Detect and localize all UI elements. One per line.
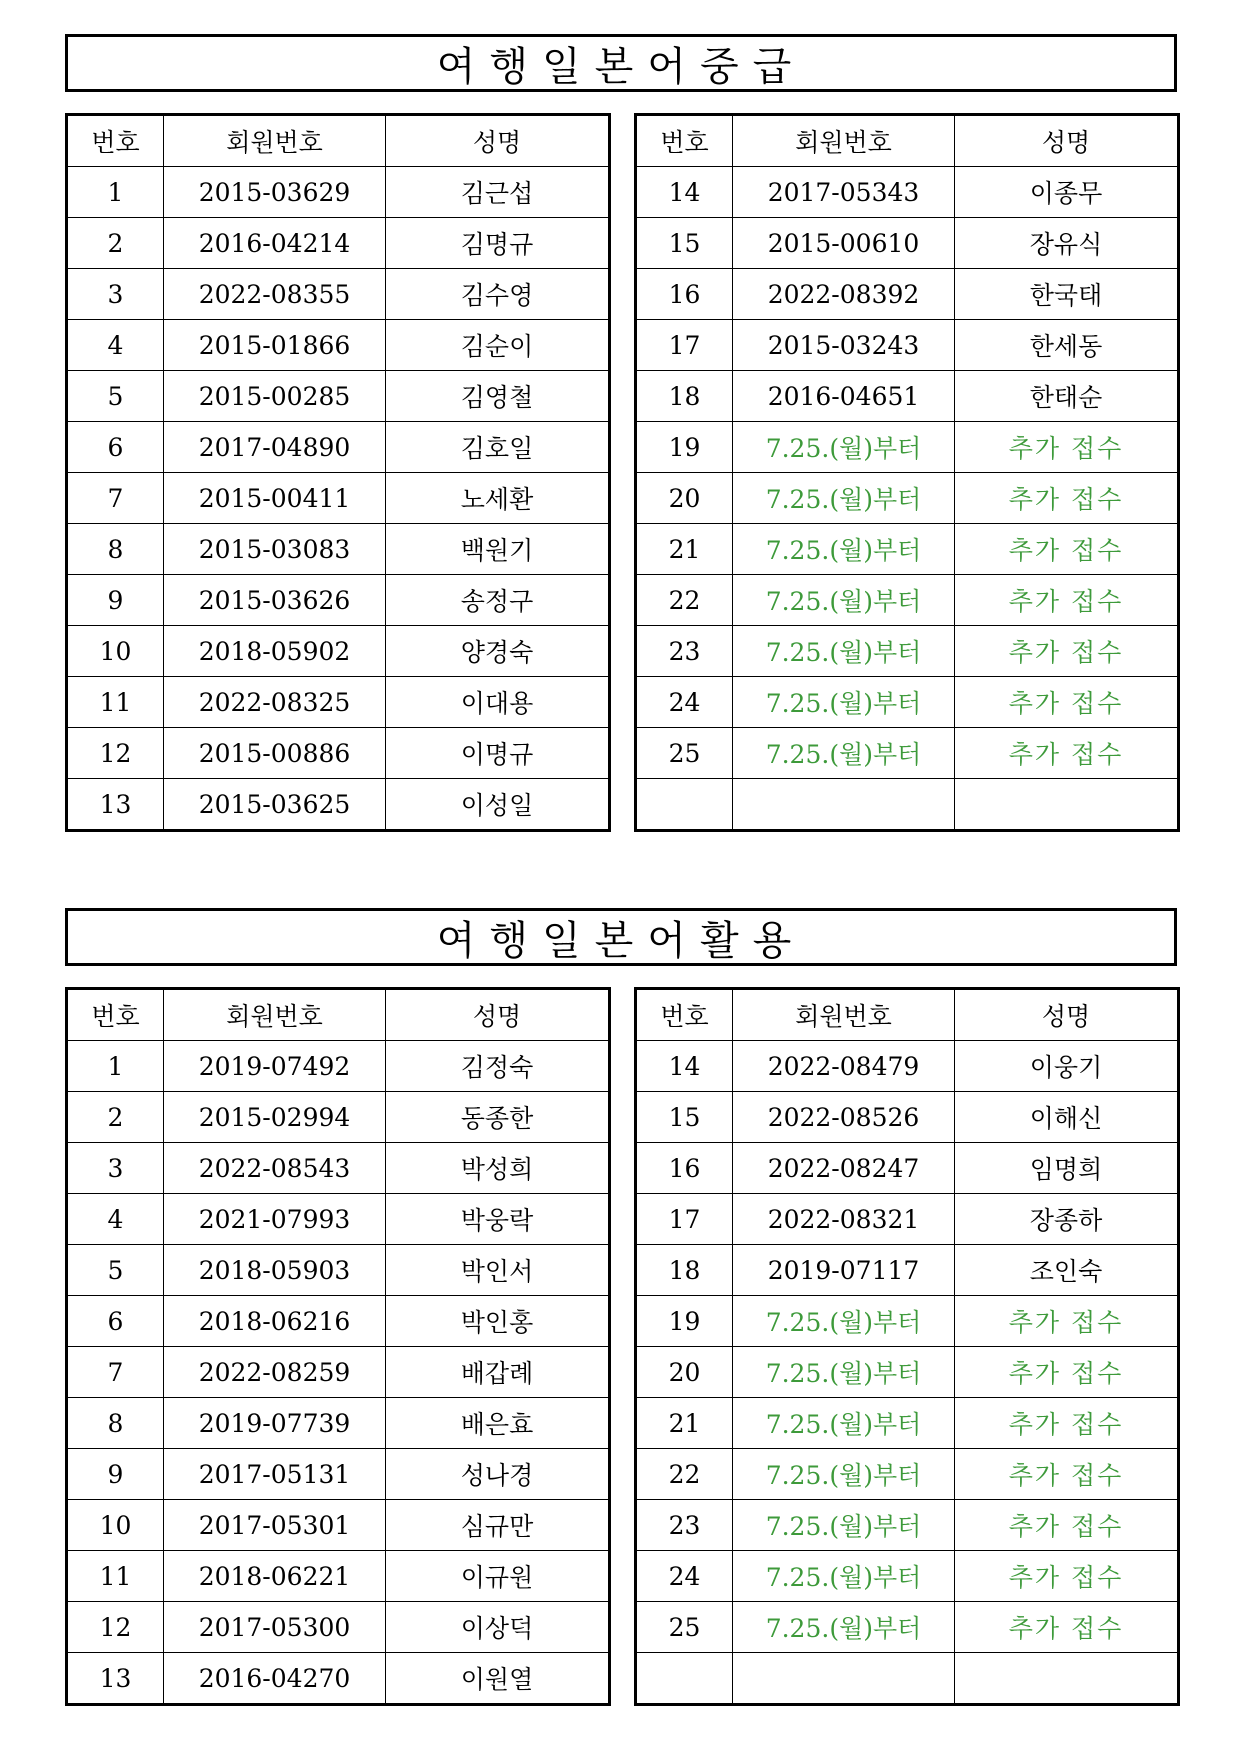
table-row <box>67 1143 610 1194</box>
table-header-row <box>636 989 1179 1041</box>
header-name: 성명 <box>955 989 1179 1041</box>
cell-name: 추가 접수 <box>955 1602 1179 1653</box>
table-row <box>67 1245 610 1296</box>
cell-name: 한태순 <box>955 371 1179 422</box>
header-member-id: 회원번호 <box>733 115 955 167</box>
cell-member-id: 2015-00285 <box>164 371 386 422</box>
cell-number: 14 <box>636 1041 733 1092</box>
cell-name: 이대용 <box>386 677 610 728</box>
table-row <box>67 677 610 728</box>
cell-name: 이명규 <box>386 728 610 779</box>
cell-name: 이종무 <box>955 167 1179 218</box>
table-row <box>67 1500 610 1551</box>
cell-number <box>636 1653 733 1705</box>
header-number: 번호 <box>636 115 733 167</box>
cell-member-id: 2019-07117 <box>733 1245 955 1296</box>
table-row <box>636 677 1179 728</box>
table-row <box>67 1041 610 1092</box>
cell-number: 22 <box>636 575 733 626</box>
cell-number: 2 <box>67 1092 164 1143</box>
cell-number: 9 <box>67 1449 164 1500</box>
cell-member-id: 2022-08526 <box>733 1092 955 1143</box>
roster-table-left <box>65 987 611 1706</box>
cell-member-id: 2017-04890 <box>164 422 386 473</box>
table-row <box>636 1092 1179 1143</box>
cell-name <box>955 1653 1179 1705</box>
table-row <box>67 1092 610 1143</box>
table-row <box>67 575 610 626</box>
cell-number: 13 <box>67 779 164 831</box>
cell-name: 장종하 <box>955 1194 1179 1245</box>
cell-number: 9 <box>67 575 164 626</box>
cell-name: 추가 접수 <box>955 1398 1179 1449</box>
table-row <box>636 728 1179 779</box>
table-row <box>67 1449 610 1500</box>
table-row <box>636 1347 1179 1398</box>
table-row <box>67 167 610 218</box>
cell-name: 김수영 <box>386 269 610 320</box>
table-row <box>636 1500 1179 1551</box>
cell-member-id: 7.25.(월)부터 <box>733 1449 955 1500</box>
cell-member-id: 2015-03243 <box>733 320 955 371</box>
cell-name: 노세환 <box>386 473 610 524</box>
table-row <box>67 269 610 320</box>
cell-name: 추가 접수 <box>955 1449 1179 1500</box>
roster-tables <box>65 113 1177 830</box>
cell-member-id: 2022-08355 <box>164 269 386 320</box>
cell-member-id: 2018-06221 <box>164 1551 386 1602</box>
cell-number: 23 <box>636 1500 733 1551</box>
cell-name: 김명규 <box>386 218 610 269</box>
cell-member-id: 2015-03625 <box>164 779 386 831</box>
section-title: 여행일본어활용 <box>65 908 1177 966</box>
cell-name: 추가 접수 <box>955 473 1179 524</box>
cell-name <box>955 779 1179 831</box>
cell-number: 12 <box>67 1602 164 1653</box>
section-title: 여행일본어중급 <box>65 34 1177 92</box>
cell-name: 김근섭 <box>386 167 610 218</box>
cell-member-id: 2022-08479 <box>733 1041 955 1092</box>
table-row <box>636 1245 1179 1296</box>
table-row <box>67 218 610 269</box>
roster-table-left <box>65 113 611 832</box>
table-header-row <box>67 115 610 167</box>
header-member-id: 회원번호 <box>164 115 386 167</box>
cell-member-id: 7.25.(월)부터 <box>733 575 955 626</box>
cell-member-id: 7.25.(월)부터 <box>733 1398 955 1449</box>
cell-member-id: 2021-07993 <box>164 1194 386 1245</box>
cell-number: 25 <box>636 1602 733 1653</box>
cell-number: 17 <box>636 320 733 371</box>
cell-name: 박인서 <box>386 1245 610 1296</box>
cell-number: 1 <box>67 167 164 218</box>
cell-number: 3 <box>67 269 164 320</box>
cell-name: 심규만 <box>386 1500 610 1551</box>
cell-number: 2 <box>67 218 164 269</box>
cell-member-id: 7.25.(월)부터 <box>733 1551 955 1602</box>
cell-member-id: 7.25.(월)부터 <box>733 1296 955 1347</box>
table-row <box>67 779 610 831</box>
table-row <box>67 320 610 371</box>
cell-number: 3 <box>67 1143 164 1194</box>
cell-member-id: 2018-05902 <box>164 626 386 677</box>
cell-name: 김호일 <box>386 422 610 473</box>
header-number: 번호 <box>636 989 733 1041</box>
cell-member-id: 2022-08321 <box>733 1194 955 1245</box>
cell-member-id: 2015-00886 <box>164 728 386 779</box>
cell-member-id: 2022-08543 <box>164 1143 386 1194</box>
table-row <box>636 1551 1179 1602</box>
cell-name: 추가 접수 <box>955 1551 1179 1602</box>
cell-member-id: 7.25.(월)부터 <box>733 1602 955 1653</box>
header-name: 성명 <box>386 989 610 1041</box>
cell-name: 조인숙 <box>955 1245 1179 1296</box>
header-number: 번호 <box>67 115 164 167</box>
table-row <box>636 269 1179 320</box>
cell-number: 21 <box>636 524 733 575</box>
cell-member-id: 2015-01866 <box>164 320 386 371</box>
table-row <box>67 626 610 677</box>
cell-number: 21 <box>636 1398 733 1449</box>
table-row <box>636 575 1179 626</box>
cell-name: 이해신 <box>955 1092 1179 1143</box>
cell-number: 11 <box>67 1551 164 1602</box>
cell-name: 추가 접수 <box>955 626 1179 677</box>
cell-member-id: 2022-08392 <box>733 269 955 320</box>
cell-member-id: 2019-07492 <box>164 1041 386 1092</box>
roster-table-right <box>634 113 1180 832</box>
cell-number: 4 <box>67 1194 164 1245</box>
table-row <box>67 371 610 422</box>
cell-name: 추가 접수 <box>955 524 1179 575</box>
cell-number: 12 <box>67 728 164 779</box>
cell-number: 15 <box>636 1092 733 1143</box>
cell-name: 백원기 <box>386 524 610 575</box>
cell-name: 추가 접수 <box>955 728 1179 779</box>
cell-name: 김영철 <box>386 371 610 422</box>
cell-number: 20 <box>636 473 733 524</box>
cell-member-id: 2018-06216 <box>164 1296 386 1347</box>
cell-member-id: 2022-08259 <box>164 1347 386 1398</box>
cell-name: 이웅기 <box>955 1041 1179 1092</box>
table-row <box>636 320 1179 371</box>
cell-number: 18 <box>636 371 733 422</box>
cell-member-id: 2015-03083 <box>164 524 386 575</box>
cell-name: 이상덕 <box>386 1602 610 1653</box>
cell-number: 6 <box>67 1296 164 1347</box>
cell-member-id: 2016-04651 <box>733 371 955 422</box>
table-row <box>67 728 610 779</box>
cell-number: 23 <box>636 626 733 677</box>
cell-number: 15 <box>636 218 733 269</box>
cell-name: 한국태 <box>955 269 1179 320</box>
cell-name: 이규원 <box>386 1551 610 1602</box>
cell-number: 22 <box>636 1449 733 1500</box>
cell-number: 20 <box>636 1347 733 1398</box>
table-row <box>636 1296 1179 1347</box>
cell-name: 박웅락 <box>386 1194 610 1245</box>
cell-number: 8 <box>67 524 164 575</box>
table-row <box>67 1398 610 1449</box>
cell-number: 19 <box>636 422 733 473</box>
cell-name: 추가 접수 <box>955 1347 1179 1398</box>
cell-name: 이원열 <box>386 1653 610 1705</box>
cell-member-id: 7.25.(월)부터 <box>733 677 955 728</box>
table-row <box>636 1398 1179 1449</box>
cell-member-id: 7.25.(월)부터 <box>733 422 955 473</box>
cell-member-id: 7.25.(월)부터 <box>733 473 955 524</box>
table-row <box>636 1653 1179 1705</box>
cell-name: 송정구 <box>386 575 610 626</box>
cell-member-id: 2017-05300 <box>164 1602 386 1653</box>
table-row <box>636 1449 1179 1500</box>
cell-member-id: 7.25.(월)부터 <box>733 728 955 779</box>
cell-member-id: 2022-08325 <box>164 677 386 728</box>
cell-member-id: 2016-04214 <box>164 218 386 269</box>
cell-member-id: 2018-05903 <box>164 1245 386 1296</box>
cell-number: 1 <box>67 1041 164 1092</box>
table-header-row <box>636 115 1179 167</box>
cell-number: 19 <box>636 1296 733 1347</box>
table-row <box>636 422 1179 473</box>
cell-number: 7 <box>67 1347 164 1398</box>
cell-member-id <box>733 1653 955 1705</box>
cell-member-id: 2017-05301 <box>164 1500 386 1551</box>
cell-number: 10 <box>67 626 164 677</box>
cell-number: 24 <box>636 1551 733 1602</box>
cell-name: 임명희 <box>955 1143 1179 1194</box>
roster-table-right <box>634 987 1180 1706</box>
cell-member-id: 2015-03629 <box>164 167 386 218</box>
table-header-row <box>67 989 610 1041</box>
header-name: 성명 <box>955 115 1179 167</box>
table-row <box>67 1194 610 1245</box>
header-number: 번호 <box>67 989 164 1041</box>
roster-tables <box>65 987 1177 1704</box>
cell-number: 11 <box>67 677 164 728</box>
table-row <box>636 779 1179 831</box>
cell-name: 추가 접수 <box>955 1500 1179 1551</box>
cell-number: 17 <box>636 1194 733 1245</box>
cell-number: 25 <box>636 728 733 779</box>
cell-number: 8 <box>67 1398 164 1449</box>
cell-name: 추가 접수 <box>955 677 1179 728</box>
cell-member-id <box>733 779 955 831</box>
table-row <box>67 473 610 524</box>
cell-number: 7 <box>67 473 164 524</box>
cell-number: 5 <box>67 371 164 422</box>
table-row <box>636 1041 1179 1092</box>
header-name: 성명 <box>386 115 610 167</box>
table-row <box>67 1347 610 1398</box>
cell-number: 10 <box>67 1500 164 1551</box>
table-row <box>67 524 610 575</box>
table-row <box>636 371 1179 422</box>
cell-number: 24 <box>636 677 733 728</box>
cell-name: 박인홍 <box>386 1296 610 1347</box>
cell-member-id: 2015-02994 <box>164 1092 386 1143</box>
cell-name: 김순이 <box>386 320 610 371</box>
cell-name: 양경숙 <box>386 626 610 677</box>
cell-name: 추가 접수 <box>955 1296 1179 1347</box>
cell-name: 장유식 <box>955 218 1179 269</box>
cell-number: 14 <box>636 167 733 218</box>
cell-name: 이성일 <box>386 779 610 831</box>
cell-name: 동종한 <box>386 1092 610 1143</box>
table-row <box>67 1653 610 1705</box>
cell-name: 추가 접수 <box>955 422 1179 473</box>
section-intermediate <box>65 34 1177 820</box>
cell-number: 6 <box>67 422 164 473</box>
cell-number: 16 <box>636 1143 733 1194</box>
table-row <box>636 626 1179 677</box>
table-row <box>636 218 1179 269</box>
cell-member-id: 7.25.(월)부터 <box>733 1500 955 1551</box>
cell-member-id: 2019-07739 <box>164 1398 386 1449</box>
cell-name: 박성희 <box>386 1143 610 1194</box>
header-member-id: 회원번호 <box>164 989 386 1041</box>
cell-member-id: 2016-04270 <box>164 1653 386 1705</box>
table-row <box>67 422 610 473</box>
cell-member-id: 7.25.(월)부터 <box>733 524 955 575</box>
table-row <box>636 1143 1179 1194</box>
cell-name: 배은효 <box>386 1398 610 1449</box>
table-row <box>636 473 1179 524</box>
cell-member-id: 2017-05131 <box>164 1449 386 1500</box>
cell-number: 18 <box>636 1245 733 1296</box>
cell-number: 4 <box>67 320 164 371</box>
cell-member-id: 7.25.(월)부터 <box>733 1347 955 1398</box>
table-row <box>636 1602 1179 1653</box>
cell-name: 한세동 <box>955 320 1179 371</box>
table-row <box>636 524 1179 575</box>
cell-name: 김정숙 <box>386 1041 610 1092</box>
table-row <box>636 1194 1179 1245</box>
table-row <box>67 1296 610 1347</box>
cell-number: 13 <box>67 1653 164 1705</box>
table-row <box>636 167 1179 218</box>
cell-number <box>636 779 733 831</box>
cell-member-id: 2022-08247 <box>733 1143 955 1194</box>
cell-number: 5 <box>67 1245 164 1296</box>
cell-name: 배갑례 <box>386 1347 610 1398</box>
cell-member-id: 2015-03626 <box>164 575 386 626</box>
cell-member-id: 2015-00610 <box>733 218 955 269</box>
table-row <box>67 1551 610 1602</box>
cell-member-id: 2015-00411 <box>164 473 386 524</box>
cell-member-id: 7.25.(월)부터 <box>733 626 955 677</box>
header-member-id: 회원번호 <box>733 989 955 1041</box>
table-row <box>67 1602 610 1653</box>
section-practical <box>65 908 1177 1694</box>
cell-member-id: 2017-05343 <box>733 167 955 218</box>
cell-name: 추가 접수 <box>955 575 1179 626</box>
cell-number: 16 <box>636 269 733 320</box>
cell-name: 성나경 <box>386 1449 610 1500</box>
